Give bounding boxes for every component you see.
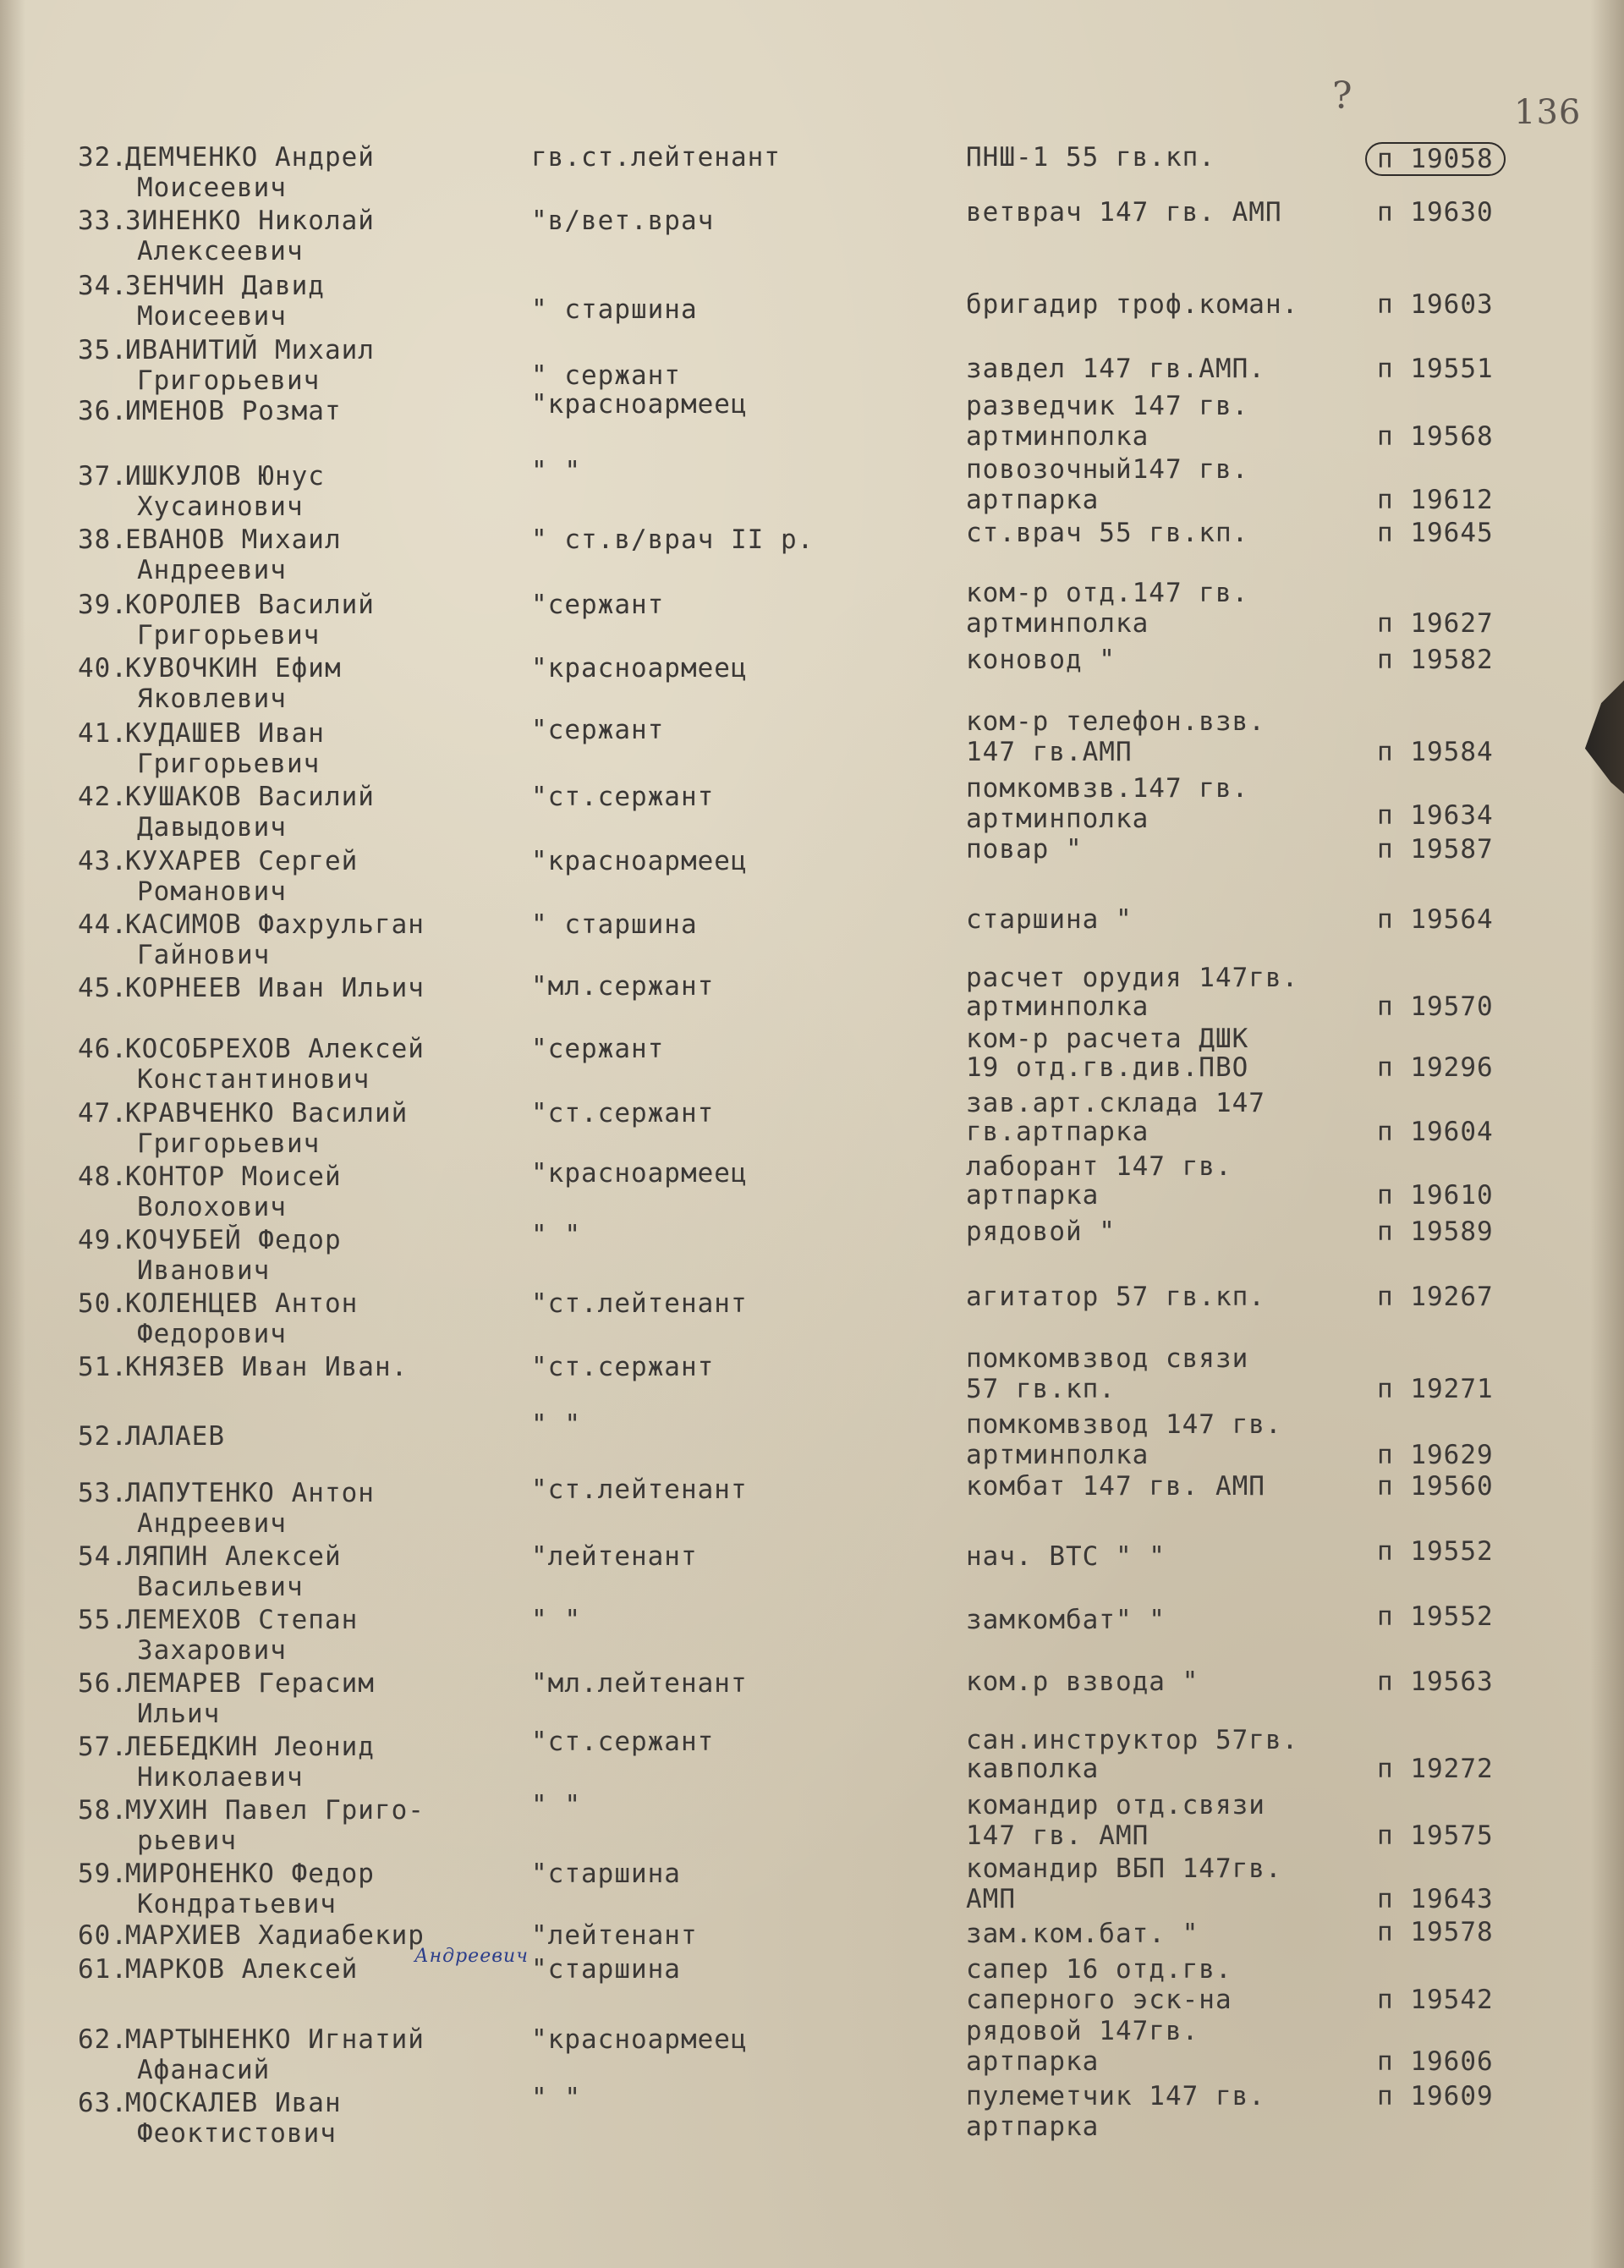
person-patronymic: Давыдович — [137, 812, 287, 843]
order-number: п 19575 — [1377, 1820, 1494, 1851]
position: ком-р отд.147 гв. — [966, 578, 1249, 608]
position-continued: кавполка — [966, 1754, 1100, 1784]
position: пулеметчик 147 гв. — [966, 2081, 1265, 2111]
position-continued: гв.артпарка — [966, 1117, 1149, 1147]
person-patronymic: Моисеевич — [137, 301, 287, 332]
position-continued: саперного эск-на — [966, 1985, 1232, 2015]
list-item — [0, 1601, 1624, 1669]
row-number: 62. — [78, 2024, 128, 2055]
person-name: КУДАШЕВ Иван — [125, 718, 325, 749]
position: замкомбат" " — [966, 1605, 1166, 1635]
list-item — [0, 1088, 1624, 1162]
military-rank: гв.ст.лейтенант — [531, 142, 781, 173]
order-number: п 19578 — [1377, 1917, 1494, 1947]
position: рядовой 147гв. — [966, 2016, 1199, 2046]
list-item — [0, 1853, 1624, 1923]
person-name: КОЛЕНЦЕВ Антон — [125, 1288, 359, 1319]
person-patronymic: рьевич — [137, 1826, 237, 1856]
row-number: 35. — [78, 335, 128, 365]
order-number: п 19610 — [1377, 1180, 1494, 1211]
order-number: п 19584 — [1377, 737, 1494, 767]
row-number: 59. — [78, 1859, 128, 1889]
military-rank: " старшина — [531, 909, 698, 940]
order-number: п 19552 — [1377, 1536, 1494, 1567]
person-name: ЕВАНОВ Михаил — [125, 524, 342, 555]
person-name: ЛЕМЕХОВ Степан — [125, 1605, 359, 1635]
person-patronymic: Григорьевич — [137, 620, 321, 651]
military-rank: "ст.сержант — [531, 1098, 715, 1129]
list-item — [0, 1343, 1624, 1416]
person-patronymic: Хусаинович — [137, 491, 304, 522]
military-rank: "лейтенант — [531, 1541, 698, 1572]
list-item — [0, 518, 1624, 589]
person-name: КРАВЧЕНКО Василий — [125, 1098, 409, 1129]
list-item — [0, 1471, 1624, 1542]
list-item — [0, 834, 1624, 910]
row-number: 42. — [78, 782, 128, 812]
order-number: п 19271 — [1377, 1374, 1494, 1404]
position: нач. ВТС " " — [966, 1541, 1166, 1572]
position: разведчик 147 гв. — [966, 391, 1249, 421]
military-rank: "лейтенант — [531, 1920, 698, 1951]
person-name: ИВАНИТИЙ Михаил — [125, 335, 375, 365]
person-name: КОНТОР Моисей — [125, 1161, 342, 1192]
list-item — [0, 335, 1624, 399]
military-rank: " " — [531, 1605, 581, 1635]
military-rank: " сержант — [531, 360, 681, 391]
order-number: п 19542 — [1377, 1985, 1494, 2015]
row-number: 54. — [78, 1541, 128, 1572]
row-number: 38. — [78, 524, 128, 555]
military-rank: "красноармеец — [531, 653, 748, 684]
military-rank: " " — [531, 1409, 581, 1440]
row-number: 52. — [78, 1421, 128, 1452]
pencil-question-mark: ? — [1332, 74, 1353, 118]
order-number: п 19627 — [1377, 608, 1494, 639]
military-rank: "старшина — [531, 1954, 681, 1985]
military-rank: "красноармеец — [531, 1158, 748, 1189]
person-patronymic: Ильич — [137, 1699, 221, 1729]
position-continued: артминполка — [966, 991, 1149, 1022]
row-number: 46. — [78, 1034, 128, 1064]
order-number: п 19604 — [1377, 1117, 1494, 1147]
person-name: ЗИНЕНКО Николай — [125, 206, 375, 236]
person-patronymic: Николаевич — [137, 1762, 304, 1793]
person-patronymic: Алексеевич — [137, 236, 304, 266]
position: помкомвзвод связи — [966, 1343, 1249, 1374]
person-patronymic: Моисеевич — [137, 173, 287, 203]
position: сан.инструктор 57гв. — [966, 1725, 1299, 1755]
position: бригадир троф.коман. — [966, 289, 1299, 320]
list-item — [0, 1725, 1624, 1796]
person-name: КАСИМОВ Фахрульган — [125, 909, 425, 940]
row-number: 37. — [78, 461, 128, 491]
person-name: ЛАПУТЕНКО Антон — [125, 1478, 375, 1508]
person-patronymic: Константинович — [137, 1064, 370, 1095]
person-patronymic: Романович — [137, 876, 287, 907]
person-patronymic: Иванович — [137, 1255, 271, 1286]
row-number: 32. — [78, 142, 128, 173]
person-patronymic: Гайнович — [137, 940, 271, 970]
list-item — [0, 1282, 1624, 1353]
list-item — [0, 454, 1624, 525]
person-name: ЗЕНЧИН Давид — [125, 271, 325, 301]
row-number: 36. — [78, 396, 128, 426]
position: ком.р взвода " — [966, 1667, 1199, 1697]
row-number: 47. — [78, 1098, 128, 1129]
row-number: 41. — [78, 718, 128, 749]
military-rank: "ст.сержант — [531, 1352, 715, 1382]
person-patronymic: Яковлевич — [137, 684, 287, 714]
military-rank: " " — [531, 1790, 581, 1820]
person-name: КУХАРЕВ Сергей — [125, 846, 359, 876]
row-number: 44. — [78, 909, 128, 940]
position: рядовой " — [966, 1216, 1116, 1247]
position: зам.ком.бат. " — [966, 1919, 1199, 1949]
row-number: 53. — [78, 1478, 128, 1508]
military-rank: "ст.лейтенант — [531, 1288, 748, 1319]
row-number: 49. — [78, 1225, 128, 1255]
person-name: КОЧУБЕЙ Федор — [125, 1225, 342, 1255]
row-number: 43. — [78, 846, 128, 876]
military-rank: "ст.сержант — [531, 782, 715, 812]
position: завдел 147 гв.АМП. — [966, 354, 1265, 384]
position: ПНШ-1 55 гв.кп. — [966, 142, 1215, 173]
row-number: 40. — [78, 653, 128, 684]
position: командир ВБП 147гв. — [966, 1853, 1282, 1884]
order-number: п 19551 — [1377, 354, 1494, 384]
row-number: 60. — [78, 1920, 128, 1951]
order-number: п 19296 — [1377, 1052, 1494, 1083]
military-rank: "ст.сержант — [531, 1727, 715, 1757]
order-number: п 19609 — [1377, 2081, 1494, 2111]
order-number: п 19612 — [1377, 485, 1494, 515]
person-patronymic: Андреевич — [137, 1508, 287, 1539]
order-number: п 19603 — [1377, 289, 1494, 320]
list-item — [0, 389, 1624, 460]
person-name: ЛЯПИН Алексей — [125, 1541, 342, 1572]
person-name: МАРКОВ Алексей — [125, 1954, 359, 1985]
row-number: 63. — [78, 2088, 128, 2118]
position-continued: артпарка — [966, 2046, 1100, 2077]
military-rank: "ст.лейтенант — [531, 1474, 748, 1505]
military-rank: " " — [531, 2083, 581, 2113]
position: командир отд.связи — [966, 1790, 1265, 1820]
list-item — [0, 1668, 1624, 1733]
order-number: п 19564 — [1377, 904, 1494, 935]
row-number: 39. — [78, 590, 128, 620]
list-item — [0, 645, 1624, 717]
position-continued: артминполка — [966, 804, 1149, 834]
order-number: п 19568 — [1377, 421, 1494, 452]
position: комбат 147 гв. АМП — [966, 1471, 1265, 1502]
military-rank: " старшина — [531, 294, 698, 325]
military-rank: "красноармеец — [531, 2024, 748, 2055]
person-name: ЛАЛАЕВ — [125, 1421, 225, 1452]
row-number: 33. — [78, 206, 128, 236]
position: ст.врач 55 гв.кп. — [966, 518, 1249, 548]
row-number: 58. — [78, 1795, 128, 1826]
row-number: 34. — [78, 271, 128, 301]
list-item — [0, 197, 1624, 270]
position: расчет орудия 147гв. — [966, 963, 1299, 993]
order-number: п 19267 — [1377, 1282, 1494, 1312]
person-name: КУШАКОВ Василий — [125, 782, 375, 812]
person-name: КУВОЧКИН Ефим — [125, 653, 342, 684]
position: сапер 16 отд.гв. — [966, 1954, 1232, 1985]
order-number: п 19589 — [1377, 1216, 1494, 1247]
row-number: 56. — [78, 1668, 128, 1699]
person-name: ИМЕНОВ Розмат — [125, 396, 342, 426]
order-number: п 19560 — [1377, 1471, 1494, 1502]
list-item — [0, 271, 1624, 335]
order-number: п 19563 — [1377, 1667, 1494, 1697]
order-number: п 19630 — [1377, 197, 1494, 228]
row-number: 48. — [78, 1161, 128, 1192]
person-patronymic: Васильевич — [137, 1572, 304, 1602]
list-item — [0, 1024, 1624, 1098]
position: повар " — [966, 834, 1083, 865]
position-continued: 147 гв. АМП — [966, 1820, 1149, 1851]
position: агитатор 57 гв.кп. — [966, 1282, 1265, 1312]
position: ветврач 147 гв. АМП — [966, 197, 1282, 228]
page-number-mark: 136 — [1514, 93, 1582, 132]
military-rank: " ст.в/врач II р. — [531, 524, 815, 555]
person-patronymic: Федорович — [137, 1319, 287, 1349]
list-item — [0, 2081, 1624, 2152]
military-rank: " " — [531, 456, 581, 486]
position-continued: артпарка — [966, 1180, 1100, 1211]
order-number: п 19606 — [1377, 2046, 1494, 2077]
person-patronymic: Кондратьевич — [137, 1889, 337, 1919]
position: повозочный147 гв. — [966, 454, 1249, 485]
person-patronymic: Захарович — [137, 1635, 287, 1666]
person-name: МОСКАЛЕВ Иван — [125, 2088, 342, 2118]
military-rank: "в/вет.врач — [531, 206, 715, 236]
position-continued: 57 гв.кп. — [966, 1374, 1116, 1404]
person-name: ЛЕБЕДКИН Леонид — [125, 1732, 375, 1762]
position-continued: 147 гв.АМП — [966, 737, 1133, 767]
row-number: 61. — [78, 1954, 128, 1985]
position-continued: артпарка — [966, 485, 1100, 515]
military-rank: "старшина — [531, 1859, 681, 1889]
list-item — [0, 706, 1624, 783]
position: коновод " — [966, 645, 1116, 675]
order-number: п 19645 — [1377, 518, 1494, 548]
row-number: 55. — [78, 1605, 128, 1635]
row-number: 50. — [78, 1288, 128, 1319]
person-patronymic: Андреевич — [137, 555, 287, 585]
row-number: 51. — [78, 1352, 128, 1382]
order-number: п 19272 — [1377, 1754, 1494, 1784]
military-rank: " " — [531, 1220, 581, 1250]
list-item — [0, 2016, 1624, 2089]
military-rank: "мл.лейтенант — [531, 1668, 748, 1699]
person-name: МАРТЫНЕНКО Игнатий — [125, 2024, 425, 2055]
order-number: п 19587 — [1377, 834, 1494, 865]
order-number: п 19629 — [1377, 1440, 1494, 1470]
position: помкомвзв.147 гв. — [966, 773, 1249, 804]
handwritten-patronymic: Андреевич — [414, 1946, 529, 1967]
position: помкомвзвод 147 гв. — [966, 1409, 1282, 1440]
person-name: ДЕМЧЕНКО Андрей — [125, 142, 375, 173]
list-item — [0, 904, 1624, 974]
person-name: КОСОБРЕХОВ Алексей — [125, 1034, 425, 1064]
person-name: МИРОНЕНКО Федор — [125, 1859, 375, 1889]
person-patronymic: Афанасий — [137, 2055, 271, 2085]
list-item — [0, 1946, 1624, 2018]
position-continued: артминполка — [966, 1440, 1149, 1470]
list-item — [0, 1536, 1624, 1606]
person-patronymic: Григорьевич — [137, 749, 321, 779]
person-patronymic: Григорьевич — [137, 1129, 321, 1159]
row-number: 57. — [78, 1732, 128, 1762]
list-item — [0, 963, 1624, 1037]
order-number: п 19643 — [1377, 1884, 1494, 1914]
position: лаборант 147 гв. — [966, 1151, 1232, 1182]
list-item — [0, 1216, 1624, 1289]
person-patronymic: Феоктистович — [137, 2118, 337, 2149]
order-number: п 19570 — [1377, 991, 1494, 1022]
military-rank: "красноармеец — [531, 846, 748, 876]
order-number: п 19058 — [1365, 142, 1506, 176]
person-name: КОРНЕЕВ Иван Ильич — [125, 973, 425, 1003]
order-number: п 19634 — [1377, 800, 1494, 831]
military-rank: "красноармеец — [531, 389, 748, 420]
person-name: КОРОЛЕВ Василий — [125, 590, 375, 620]
position: ком-р телефон.взв. — [966, 706, 1265, 737]
military-rank: "сержант — [531, 715, 665, 745]
position-continued: АМП — [966, 1884, 1016, 1914]
person-name: МУХИН Павел Григо- — [125, 1795, 425, 1826]
person-name: КНЯЗЕВ Иван Иван. — [125, 1352, 409, 1382]
person-name: МАРХИЕВ Хадиабекир — [125, 1920, 425, 1951]
person-patronymic: Григорьевич — [137, 365, 321, 396]
position-continued: артминполка — [966, 421, 1149, 452]
military-rank: "сержант — [531, 1034, 665, 1064]
position-continued: артминполка — [966, 608, 1149, 639]
person-name: ЛЕМАРЕВ Герасим — [125, 1668, 375, 1699]
military-rank: "мл.сержант — [531, 971, 715, 1002]
person-name: ИШКУЛОВ Юнус — [125, 461, 325, 491]
position: зав.арт.склада 147 — [966, 1088, 1265, 1118]
military-rank: "сержант — [531, 590, 665, 620]
row-number: 45. — [78, 973, 128, 1003]
position-continued: 19 отд.гв.див.ПВО — [966, 1052, 1249, 1083]
list-item — [0, 1790, 1624, 1859]
order-number: п 19552 — [1377, 1601, 1494, 1632]
person-patronymic: Волохович — [137, 1192, 287, 1222]
position: ком-р расчета ДШК — [966, 1024, 1249, 1054]
position: старшина " — [966, 904, 1133, 935]
order-number: п 19582 — [1377, 645, 1494, 675]
position-continued: артпарка — [966, 2111, 1100, 2142]
